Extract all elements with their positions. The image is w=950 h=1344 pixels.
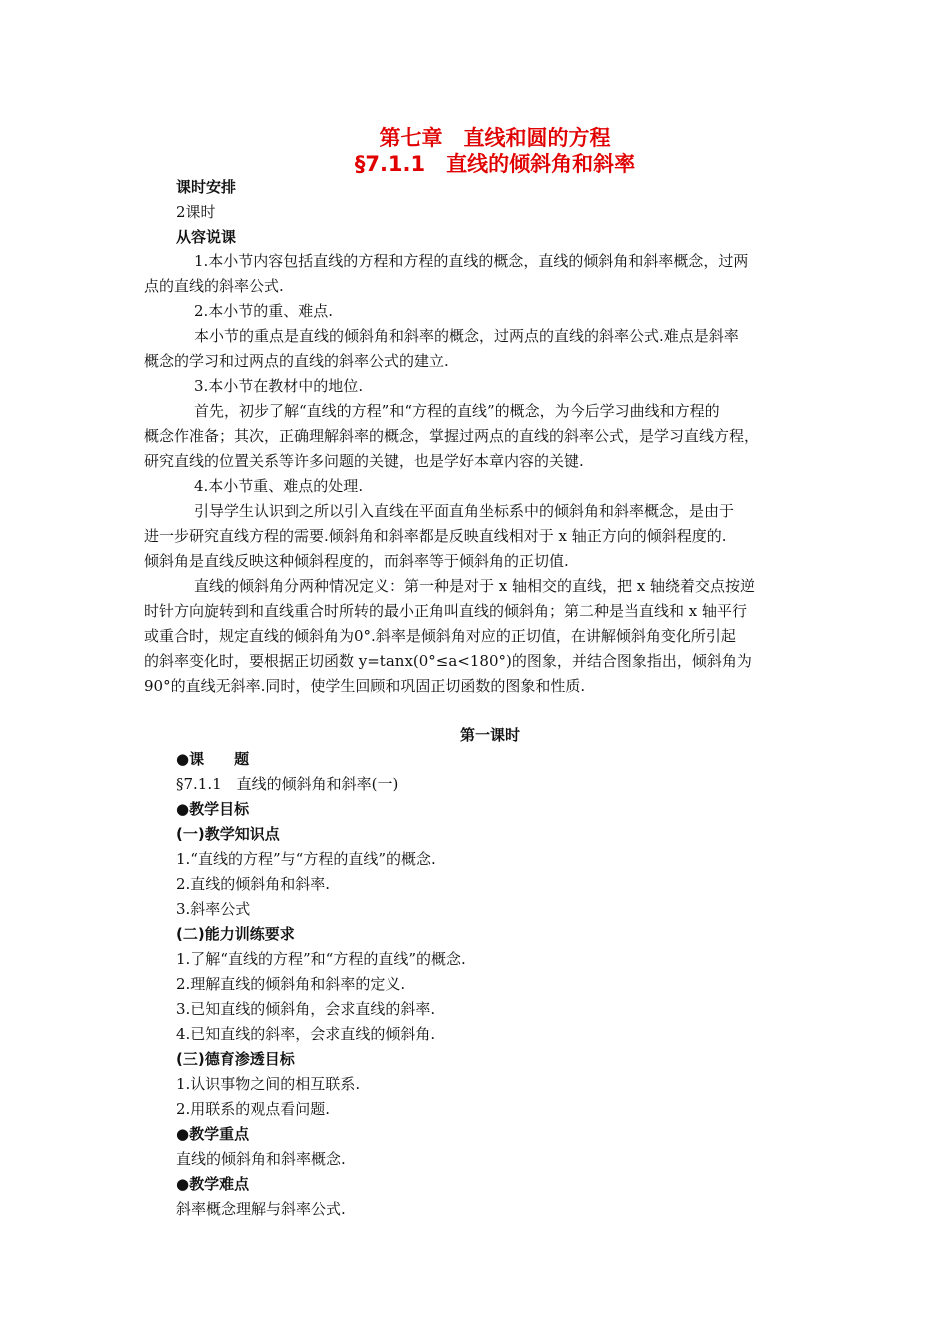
overview-line: 引导学生认识到之所以引入直线在平面直角坐标系中的倾斜角和斜率概念，是由于	[194, 502, 735, 520]
moral-item: 2.用联系的观点看问题.	[176, 1100, 331, 1118]
overview-line: 概念的学习和过两点的直线的斜率公式的建立.	[144, 352, 449, 370]
knowledge-item: 1.“直线的方程”与“方程的直线”的概念.	[176, 850, 436, 868]
moral-item: 1.认识事物之间的相互联系.	[176, 1075, 361, 1093]
overview-line: 90°的直线无斜率.同时，使学生回顾和巩固正切函数的图象和性质.	[144, 677, 586, 695]
schedule-heading: 课时安排	[176, 178, 237, 196]
overview-line: 倾斜角是直线反映这种倾斜程度的，而斜率等于倾斜角的正切值.	[144, 552, 569, 570]
difficulty-heading: ●教学难点	[176, 1175, 250, 1193]
overview-line: 概念作准备；其次，正确理解斜率的概念，掌握过两点的直线的斜率公式，是学习直线方程，	[144, 427, 760, 445]
overview-line: 首先，初步了解“直线的方程”和“方程的直线”的概念，为今后学习曲线和方程的	[194, 402, 720, 420]
overview-line: 直线的倾斜角分两种情况定义：第一种是对于 x 轴相交的直线，把 x 轴绕着交点按逆	[194, 577, 755, 595]
goals-heading: ●教学目标	[176, 800, 250, 818]
knowledge-heading: (一)教学知识点	[176, 825, 280, 843]
overview-line: 3.本小节在教材中的地位.	[194, 377, 364, 395]
chapter-title: 第七章 直线和圆的方程	[379, 126, 611, 150]
overview-line: 进一步研究直线方程的需要.倾斜角和斜率都是反映直线相对于 x 轴正方向的倾斜程度的.	[144, 527, 727, 545]
knowledge-item: 2.直线的倾斜角和斜率.	[176, 875, 331, 893]
lesson-heading: 第一课时	[459, 726, 520, 744]
ability-item: 3.已知直线的倾斜角，会求直线的斜率.	[176, 1000, 436, 1018]
topic-heading: ●课 题	[176, 750, 250, 768]
overview-line: 或重合时，规定直线的倾斜角为0°.斜率是倾斜角对应的正切值，在讲解倾斜角变化所引起	[144, 627, 736, 645]
knowledge-item: 3.斜率公式	[176, 900, 251, 918]
overview-line: 点的直线的斜率公式.	[144, 277, 284, 295]
overview-line: 研究直线的位置关系等许多问题的关键，也是学好本章内容的关键.	[144, 452, 584, 470]
ability-heading: (二)能力训练要求	[176, 925, 295, 943]
focus-heading: ●教学重点	[176, 1125, 250, 1143]
schedule-value: 2课时	[176, 203, 216, 221]
topic-text: §7.1.1 直线的倾斜角和斜率(一)	[176, 775, 399, 793]
ability-item: 2.理解直线的倾斜角和斜率的定义.	[176, 975, 406, 993]
overview-line: 4.本小节重、难点的处理.	[194, 477, 364, 495]
overview-line: 的斜率变化时，要根据正切函数 y=tanx(0°≤a<180°)的图象，并结合图象指出，倾斜角为	[144, 652, 752, 670]
section-title: §7.1.1 直线的倾斜角和斜率	[354, 152, 636, 176]
overview-heading: 从容说课	[176, 228, 237, 246]
focus-text: 直线的倾斜角和斜率概念.	[176, 1150, 346, 1168]
ability-item: 4.已知直线的斜率，会求直线的倾斜角.	[176, 1025, 436, 1043]
overview-line: 时针方向旋转到和直线重合时所转的最小正角叫直线的倾斜角；第二种是当直线和 x 轴平行	[144, 602, 747, 620]
overview-line: 2.本小节的重、难点.	[194, 302, 334, 320]
overview-line: 本小节的重点是直线的倾斜角和斜率的概念，过两点的直线的斜率公式.难点是斜率	[194, 327, 739, 345]
overview-line: 1.本小节内容包括直线的方程和方程的直线的概念，直线的倾斜角和斜率概念，过两	[194, 252, 749, 270]
moral-heading: (三)德育渗透目标	[176, 1050, 295, 1068]
ability-item: 1.了解“直线的方程”和“方程的直线”的概念.	[176, 950, 466, 968]
difficulty-text: 斜率概念理解与斜率公式.	[176, 1200, 346, 1218]
